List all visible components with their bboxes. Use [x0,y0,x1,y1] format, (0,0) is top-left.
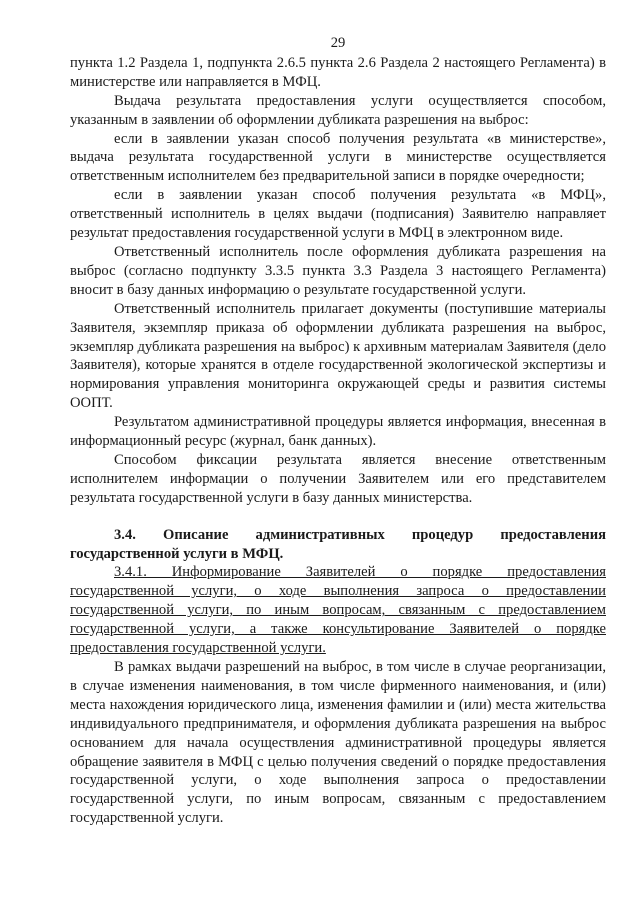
paragraph-delivery-method: Выдача результата предоставления услуги осуществляется способом, указанным в заявлении об оформлении дубликата разрешения на выброс: [70,92,606,128]
paragraph-procedure-result: Результатом административной процедуры является информация, внесенная в информационный ресурс (журнал, банк данных). [70,414,606,450]
paragraph-continuation: пункта 1.2 Раздела 1, подпункта 2.6.5 пункта 2.6 Раздела 2 настоящего Регламента) в министерстве или направляется в МФЦ. [70,54,606,90]
page-number: 29 [330,35,346,51]
paragraph-fixation-method: Способом фиксации результата является внесение ответственным исполнителем информации о получении Заявителем или его представителем результата государственной услуги в базу данных министерства. [70,451,606,506]
section-spacer [70,508,606,526]
paragraph-mfc-basis: В рамках выдачи разрешений на выброс, в том числе в случае реорганизации, в случае изменения наименования, в том числе фирменного наименования, и (или) места нахождения юридического лица, изменения фамилии и (или) места жительства индивидуального предпринимателя, и оформления дубликата разрешения на выброс основанием для начала осуществления административной процедуры является обращение заявителя в МФЦ с целью получения сведений о порядке предоставления государственной услуги, о ходе выполнения запроса о предоставлении государственной услуги, по иным вопросам, связанным с предоставлением государственной услуги. [70,659,606,827]
subsection-heading: 3.4.1. Информирование Заявителей о порядке предоставления государственной услуги, о ходе выполнения запроса о предоставлении государственной услуги, по иным вопросам, связанным с предоставлением государственной услуги, а также консультирование Заявителей о порядке предоставления государственной услуги. [70,564,606,657]
paragraph-database-entry: Ответственный исполнитель после оформления дубликата разрешения на выброс (согласно подпункту 3.3.5 пункта 3.3 Раздела 3 настоящего Регламента) вносит в базу данных информацию о результате государственной услуги. [70,243,606,298]
paragraph-archive-documents: Ответственный исполнитель прилагает документы (поступившие материалы Заявителя, экземпляр приказа об оформлении дубликата разрешения на выброс, экземпляр дубликата разрешения на выброс) к архивным материалам Заявителя (дело Заявителя), которые хранятся в отделе государственной экологической экспертизы и нормирования управления мониторинга окружающей среды и развития системы ООПТ. [70,300,606,412]
paragraph-ministry-option: если в заявлении указан способ получения результата «в министерстве», выдача результата государственной услуги в министерстве осуществляется ответственным исполнителем без предварительной записи в порядке очередности; [70,130,606,185]
section-heading: 3.4. Описание административных процедур предоставления государственной услуги в МФЦ. [70,526,606,562]
paragraph-mfc-option: если в заявлении указан способ получения результата «в МФЦ», ответственный исполнитель в целях выдачи (подписания) Заявителю направляет результат предоставления государственной услуги в МФЦ в электронном виде. [70,187,606,242]
